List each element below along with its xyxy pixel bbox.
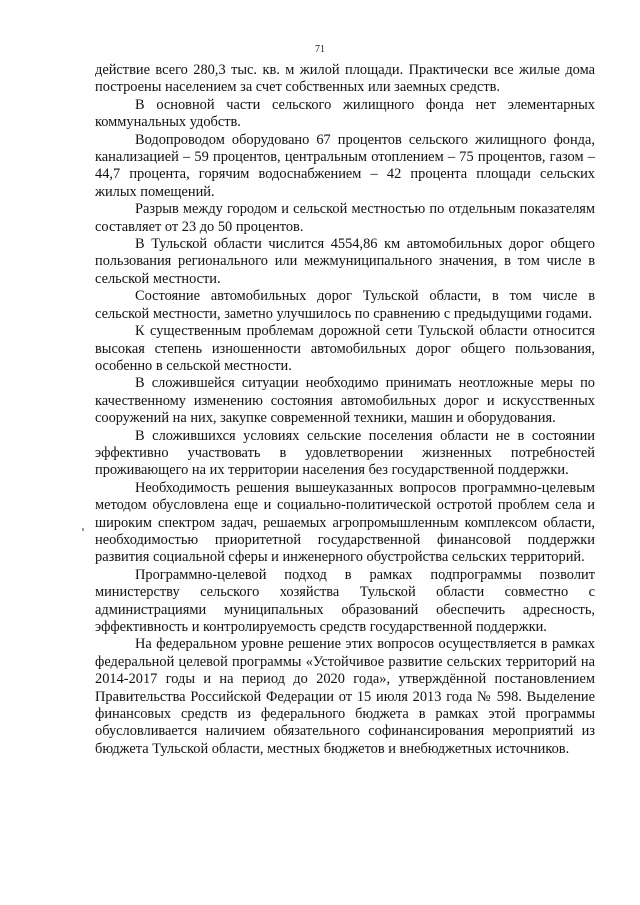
paragraph: В сложившейся ситуации необходимо принимать неотложные меры по качественному изменению состояния автомобильных дорог и искусственных сооружений на них, закупке современной техники, машин и оборудования. [95, 375, 595, 427]
paragraph: действие всего 280,3 тыс. кв. м жилой площади. Практически все жилые дома построены населением за счет собственных или заемных средств. [95, 62, 595, 96]
paragraph: На федеральном уровне решение этих вопросов осуществляется в рамках федеральной целевой программы «Устойчивое развитие сельских территорий на 2014-2017 годы и на период до 2020 года», утверждённой постановлением Правительства Российской Федерации от 15 июля 2013 года № 598. Выделение финансовых средств из федерального бюджета в рамках этой программы обусловливается наличием обязательного софинансирования мероприятий из бюджета Тульской области, местных бюджетов и внебюджетных источников. [95, 636, 595, 757]
paragraph: Разрыв между городом и сельской местностью по отдельным показателям составляет от 23 до 50 процентов. [95, 201, 595, 235]
page-body [95, 62, 595, 758]
paragraph: В Тульской области числится 4554,86 км автомобильных дорог общего пользования регионального или межмуниципального значения, в том числе в сельской местности. [95, 236, 595, 287]
paragraph: Состояние автомобильных дорог Тульской области, в том числе в сельской местности, заметно улучшилось по сравнению с предыдущими годами. [95, 288, 595, 322]
paragraph: К существенным проблемам дорожной сети Тульской области относится высокая степень изношенности автомобильных дорог общего пользования, особенно в сельской местности. [95, 323, 595, 374]
paragraph: Необходимость решения вышеуказанных вопросов программно-целевым методом обусловлена еще и социально-политической остротой проблем села и широким спектром задач, решаемых агропромышленным комплексом области, необходимостью приоритетной государственной финансовой поддержки развития социальной сферы и инженерного обустройства сельских территорий. [95, 479, 595, 566]
paragraph: Водопроводом оборудовано 67 процентов сельского жилищного фонда, канализацией – 59 процентов, центральным отоплением – 75 процентов, газом – 44,7 процента, горячим водоснабжением – 42 процента площади сельских жилых помещений. [95, 131, 595, 200]
paragraph: В сложившихся условиях сельские поселения области не в состоянии эффективно участвовать в удовлетворении жизненных потребностей проживающего на их территории населения без государственной поддержки. [95, 427, 595, 479]
page-number: 71 [315, 44, 325, 55]
scan-speck [82, 528, 84, 531]
paragraph: В основной части сельского жилищного фонда нет элементарных коммунальных удобств. [95, 96, 595, 131]
paragraph: Программно-целевой подход в рамках подпрограммы позволит министерству сельского хозяйства Тульской области совместно с администрациями муниципальных образований обеспечить адресность, эффективность и контролируемость средств государственной поддержки. [95, 566, 595, 635]
